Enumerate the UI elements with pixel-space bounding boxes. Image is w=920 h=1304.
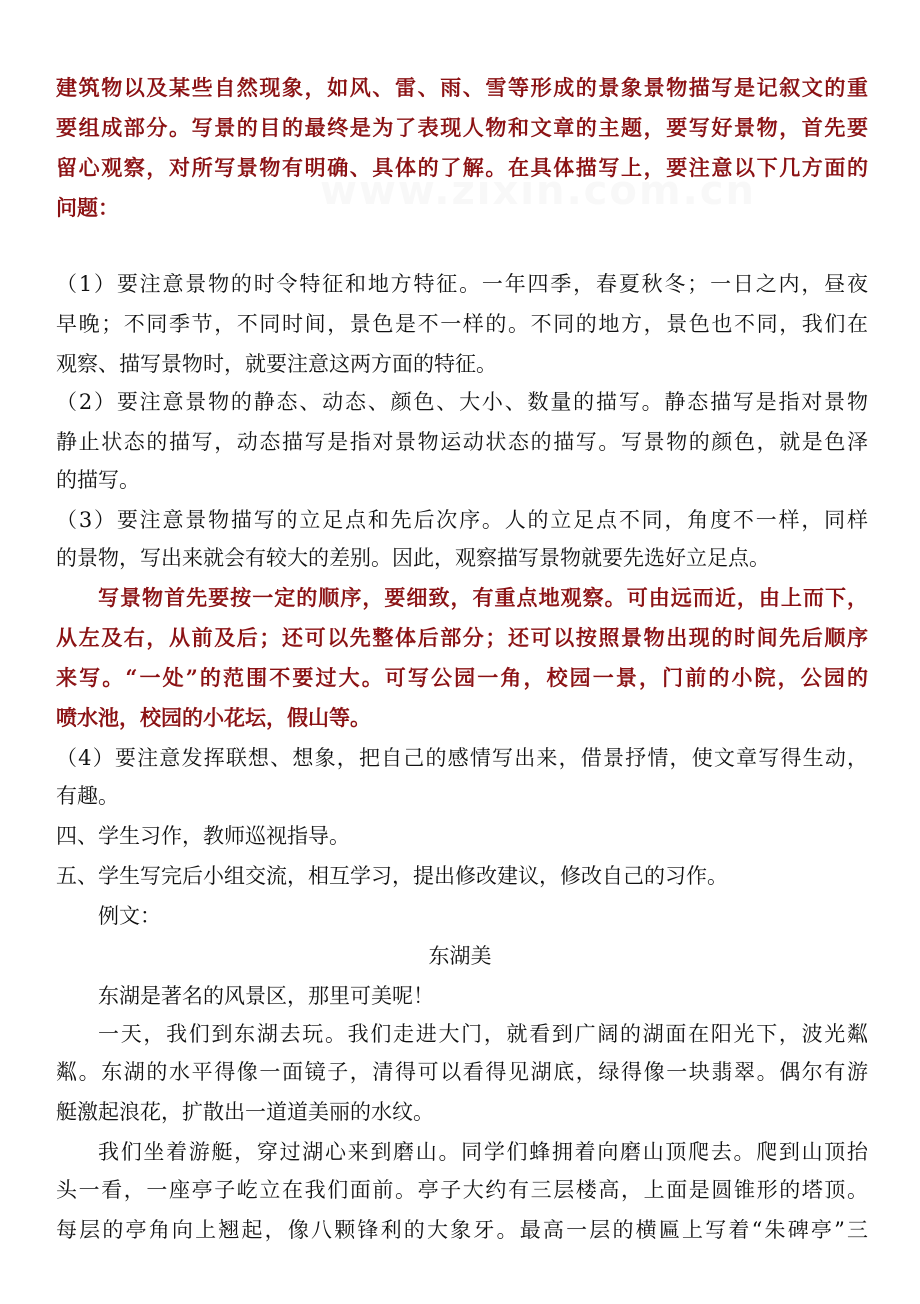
example-paragraph-line: 东湖是著名的风景区，那里可美呢！ — [98, 984, 434, 1008]
point-2-line: 静止状态的描写，动态描写是指对景物运动状态的描写。写景物的颜色，就是色泽 — [56, 430, 868, 454]
order-note-line: 从左及右，从前及后；还可以先整体后部分；还可以按照景物出现的时间先后顺序 — [56, 625, 868, 650]
watermark: www.zixin.com.cn — [320, 168, 756, 214]
point-4-line: （4）要注意发挥联想、想象，把自己的感情写出来，借景抒情，使文章写得生动， — [56, 746, 868, 770]
point-4-line: 有趣。 — [56, 784, 119, 808]
order-note-line: 来写。“一处”的范围不要过大。可写公园一角，校园一景，门前的小院，公园的 — [56, 665, 868, 690]
point-2-line: 的描写。 — [56, 468, 140, 492]
example-paragraph-line: 我们坐着游艇，穿过湖心来到磨山。同学们蜂拥着向磨山顶爬去。爬到山顶抬 — [98, 1140, 868, 1164]
example-paragraph-line: 粼。东湖的水平得像一面镜子，清得可以看得见湖底，绿得像一块翡翠。偶尔有游 — [56, 1060, 868, 1084]
step-4: 四、学生习作，教师巡视指导。 — [56, 824, 350, 848]
example-paragraph-line: 艇激起浪花，扩散出一道道美丽的水纹。 — [56, 1100, 434, 1124]
example-paragraph-line: 头一看，一座亭子屹立在我们面前。亭子大约有三层楼高，上面是圆锥形的塔顶。 — [56, 1178, 868, 1202]
point-1-line: （1）要注意景物的时令特征和地方特征。一年四季，春夏秋冬；一日之内，昼夜 — [56, 272, 868, 296]
order-note-line: 喷水池，校园的小花坛，假山等。 — [56, 705, 371, 730]
intro-line: 留心观察，对所写景物有明确、具体的了解。在具体描写上，要注意以下几方面的 — [56, 155, 868, 180]
point-3-line: （3）要注意景物描写的立足点和先后次序。人的立足点不同，角度不一样，同样 — [56, 508, 868, 532]
example-label: 例文： — [98, 904, 161, 928]
order-note-line: 写景物首先要按一定的顺序，要细致，有重点地观察。可由远而近，由上而下， — [98, 585, 868, 610]
point-1-line: 观察、描写景物时，就要注意这两方面的特征。 — [56, 352, 497, 376]
intro-line: 要组成部分。写景的目的最终是为了表现人物和文章的主题，要写好景物，首先要 — [56, 115, 868, 140]
point-3-line: 的景物，写出来就会有较大的差别。因此，观察描写景物就要先选好立足点。 — [56, 546, 770, 570]
point-1-line: 早晚；不同季节，不同时间，景色是不一样的。不同的地方，景色也不同，我们在 — [56, 312, 868, 336]
example-paragraph-line: 每层的亭角向上翘起，像八颗锋利的大象牙。最高一层的横匾上写着“朱碑亭”三 — [56, 1218, 868, 1242]
example-title: 东湖美 — [428, 944, 492, 968]
example-paragraph-line: 一天，我们到东湖去玩。我们走进大门，就看到广阔的湖面在阳光下，波光粼 — [98, 1022, 868, 1046]
intro-line: 问题： — [56, 195, 119, 220]
intro-line: 建筑物以及某些自然现象，如风、雷、雨、雪等形成的景象景物描写是记叙文的重 — [56, 75, 868, 100]
step-5: 五、学生写完后小组交流，相互学习，提出修改建议，修改自己的习作。 — [56, 864, 728, 888]
point-2-line: （2）要注意景物的静态、动态、颜色、大小、数量的描写。静态描写是指对景物 — [56, 390, 868, 414]
